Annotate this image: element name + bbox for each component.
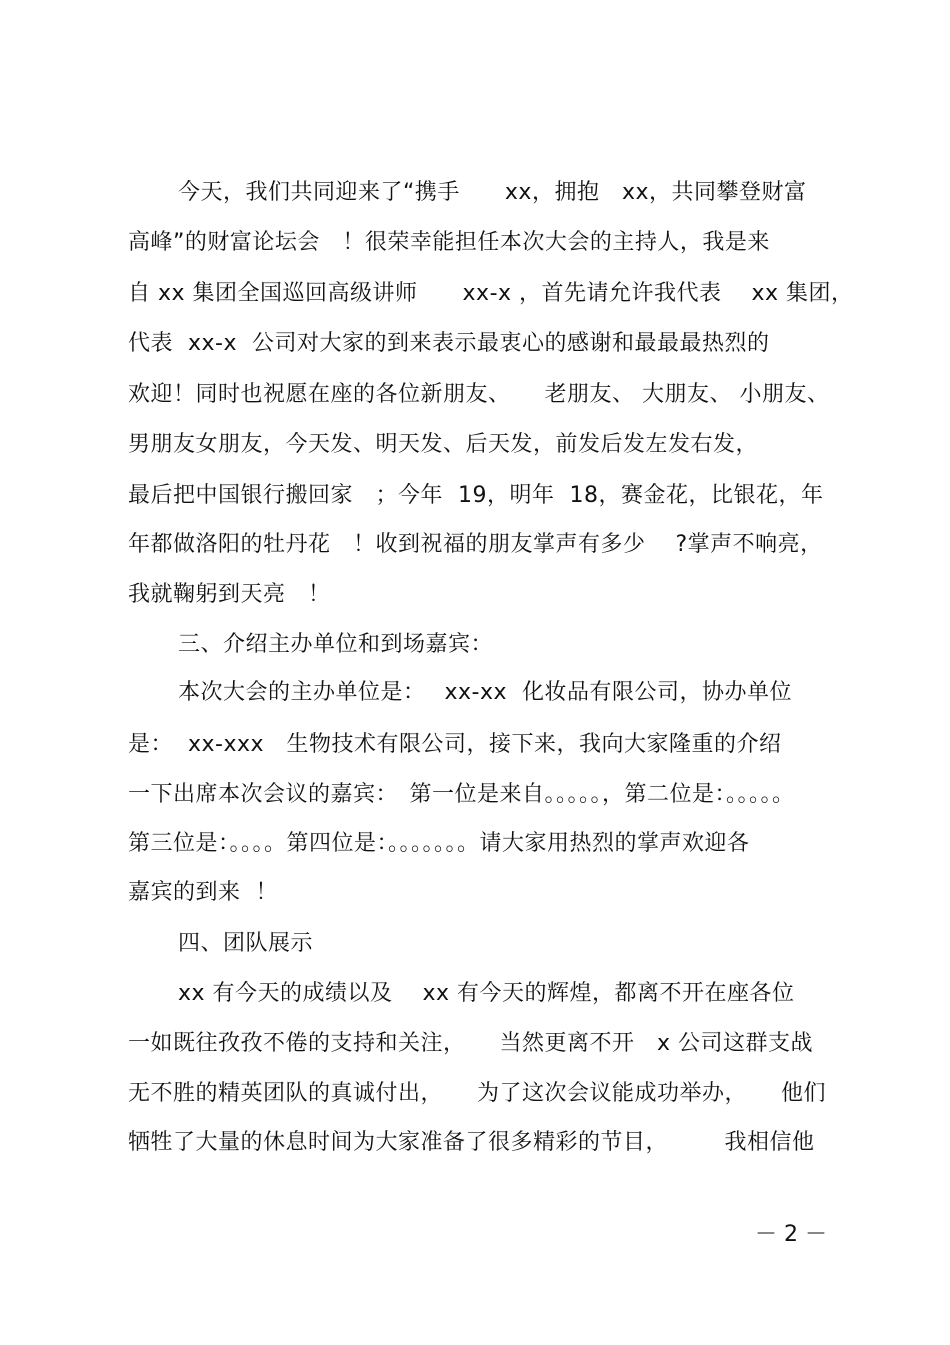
section-heading: 三、介绍主办单位和到场嘉宾： [178, 632, 494, 657]
paragraph-line: xx 有今天的成绩以及 xx 有今天的辉煌，都离不开在座各位 [178, 981, 795, 1006]
paragraph-line: 自 xx 集团全国巡回高级讲师 xx-x ，首先请允许我代表 xx 集团， [128, 281, 854, 306]
paragraph-line: 是： xx-xxx 生物技术有限公司，接下来，我向大家隆重的介绍 [128, 732, 782, 757]
paragraph-line: 欢迎！同时也祝愿在座的各位新朋友、 老朋友、 大朋友、 小朋友、 [128, 382, 830, 407]
section-heading: 四、团队展示 [178, 931, 314, 956]
page-number: － 2 － [755, 1222, 827, 1247]
paragraph-line: 年都做洛阳的牡丹花 ！收到祝福的朋友掌声有多少 ?掌声不响亮， [128, 532, 823, 557]
paragraph-line: 最后把中国银行搬回家 ；今年 19，明年 18，赛金花，比银花，年 [128, 483, 824, 508]
paragraph-line: 本次大会的主办单位是： xx-xx 化妆品有限公司，协办单位 [178, 680, 792, 705]
paragraph-line: 代表 xx-x 公司对大家的到来表示最衷心的感谢和最最最热烈的 [128, 331, 770, 356]
paragraph-line: 高峰”的财富论坛会 ！很荣幸能担任本次大会的主持人，我是来 [128, 230, 770, 255]
paragraph-line: 一如既往孜孜不倦的支持和关注， 当然更离不开 x 公司这群支战 [128, 1031, 814, 1056]
paragraph-line: 男朋友女朋友，今天发、明天发、后天发，前发后发左发右发， [128, 432, 759, 457]
paragraph-line: 无不胜的精英团队的真诚付出， 为了这次会议能成功举办， 他们 [128, 1081, 827, 1106]
paragraph-line: 今天，我们共同迎来了“携手 xx，拥抱 xx，共同攀登财富 [178, 180, 807, 205]
paragraph-line: 我就鞠躬到天亮 ！ [128, 582, 331, 607]
paragraph-line: 第三位是：。。。。第四位是：。。。。。。。请大家用热烈的掌声欢迎各 [128, 831, 750, 856]
paragraph-line: 嘉宾的到来 ！ [128, 880, 278, 905]
paragraph-line: 一下出席本次会议的嘉宾： 第一位是来自。。。。。，第二位是：。。。。。 [128, 782, 795, 807]
paragraph-line: 牺牲了大量的休息时间为大家准备了很多精彩的节目， 我相信他 [128, 1130, 815, 1155]
